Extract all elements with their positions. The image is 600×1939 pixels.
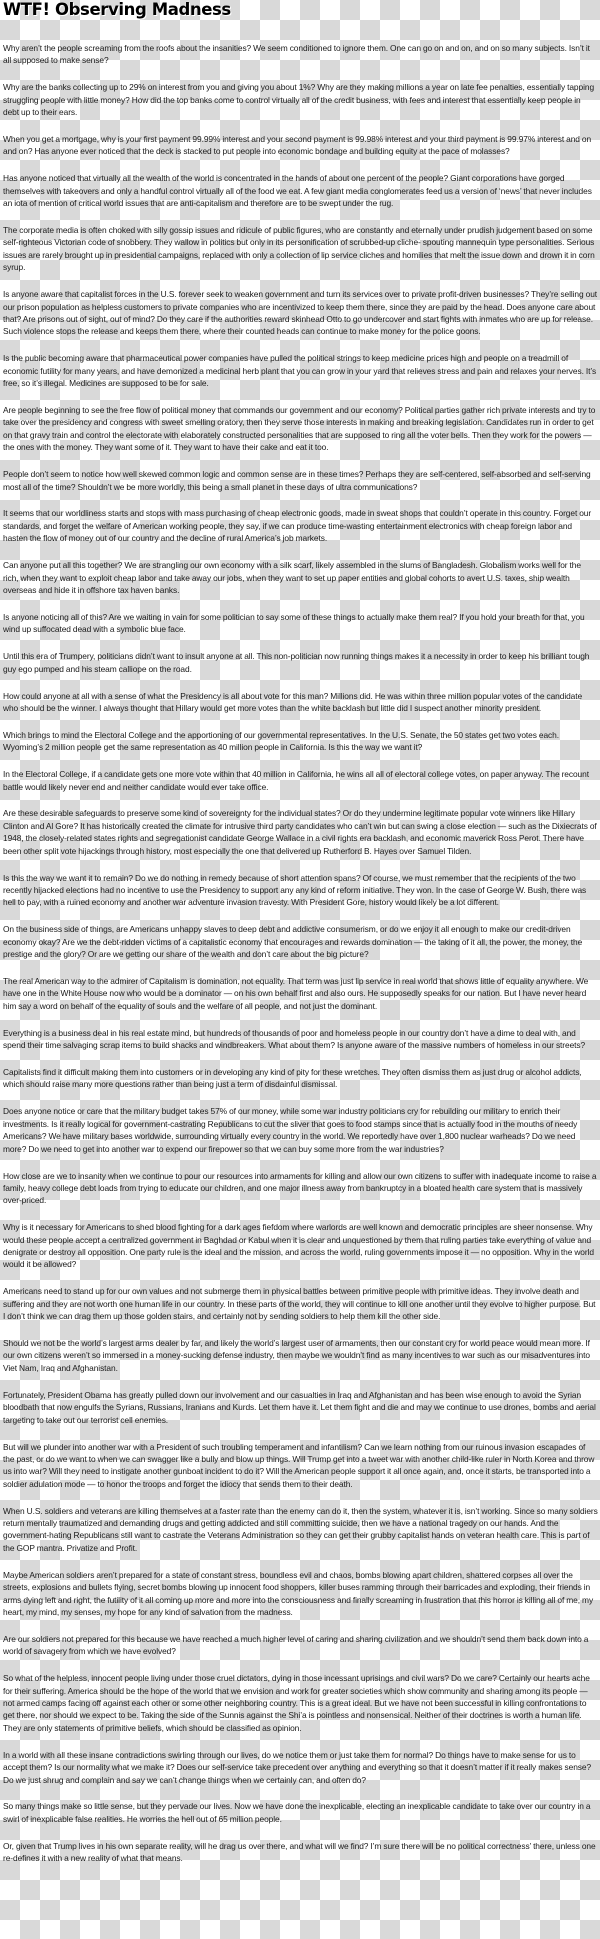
paragraph: So many things make so little sense, but they pervade our lives. Now we have done the inexplicable, electing an inexplicable candidate to take over our country in a swirl of inexplicable false realities. He worries the hell out of 65 million people.: [3, 1801, 591, 1824]
paragraph: It seems that our worldliness starts and stops with mass purchasing of cheap electronic goods, made in sweat shops that couldn’t operate in this country. Forget our standards, and forget the welfare of American working people, they say, if we can produce time-wasting entertainment electronics with cheap foreign labor and hasten the flow of money out of our country and the decline of rural America’s job markets.: [3, 508, 592, 544]
paragraph: Capitalists find it difficult making them into customers or in developing any kind of pity for these wretches. They often dismiss them as just drug or alcohol addicts, which should raise many more questions rather than being just a term of disdainful dismissal.: [3, 1067, 582, 1090]
paragraph: In a world with all these insane contradictions swirling through our lives, do we notice them or just take them for normal? Do things have to make sense for us to accept them? Is our normality what we make it? Does our self-service take precedent over anything and everything so that it doesn’t matter if it really makes sense? Do we just shrug and complain and say we can’t change things when we certainly can, and often do?: [3, 1749, 592, 1785]
paragraph: When U.S. soldiers and veterans are killing themselves at a faster rate than the enemy can do it, then the system, whatever it is, isn’t working. Since so many soldiers return mentally traumatized and demanding drugs and getting addicted and still committing suicide, then we have a national tragedy on our hands. And the government-hating Republicans still want to castrate the Veterans Administration so they can get their grubby capitalist hands on veteran health care. This is part of the GOP mantra. Privatize and Profit.: [3, 1505, 598, 1553]
paragraph: Everything is a business deal in his real estate mind, but hundreds of thousands of poor and homeless people in our country don’t have a dime to deal with, and spend their time salvaging scrap items to build shacks and windbreakers. What about them? Is anyone aware of the massive numbers of homeless in our streets?: [3, 1027, 586, 1051]
paragraph: Are these desirable safeguards to preserve some kind of sovereignty for the individual states? Or do they undermine legitimate popular vote winners like Hillary Clinton and Al Gore? It has historically created the climate for intrusive third party candidates who can’t win but can swing a close election — such as the Dixiecrats of 1948, the closely-related states rights and segregationist candidate George Wallace in a civil rights era backlash, and economic maverick Ross Perot. There have been other split vote hijackings through history, most especially the one that delivered up Rutherford B. Hayes over Samuel Tilden.: [3, 808, 597, 856]
paragraph: Is anyone noticing all of this? Are we waiting in vain for some politician to say some of these things to actually make them real? If you hold your breath for that, you wind up suffocated dead with a symbolic blue face.: [3, 611, 585, 635]
paragraph: The corporate media is often choked with silly gossip issues and ridicule of public figures, who are constantly and eternally under prudish judgement based on some self-righteous Victorian code of snobbery. They wallow in politics but only in its personification of scrubbed-up cliche- spouting mannequin type personalities. Serious issues are rarely brought up in presidential campaigns, replaced with only a collection of lip service cliches and homilies that melt the issue down and drown it in corn syrup.: [3, 225, 595, 273]
paragraph: Fortunately, President Obama has greatly pulled down our involvement and our casualties in Iraq and Afghanistan and has been wise enough to avoid the Syrian bloodbath that now engulfs the Syrians, Russians, Iranians and Kurds. Let them have it. Let them fight and die and may we continue to use drones, bombs and aerial targeting to take out our terrorist cell enemies.: [3, 1389, 596, 1425]
paragraph: When you get a mortgage, why is your first payment 99.99% interest and your second payment is 99.98% interest and your third payment is 99.97% interest and on and on? Has anyone ever noticed that the deck is stacked to put people into economic bondage and building equity at the pace of molasses?: [3, 134, 592, 157]
paragraph: But will we plunder into another war with a President of such troubling temperament and infantilism? Can we learn nothing from our ruinous invasion escapades of the past, or do we want to when we can swagger like a bully and blow up things. Will Trump get into a tweet war with another child-like ruler in North Korea and throw us into war? Will they need to instigate another gunboat incident to do it? Will the American people support it all once again, and, once it starts, be transported into a soldier adulation mode — to honor the troops and forget the idiocy that sends them to their death.: [3, 1441, 595, 1489]
paragraph: So what of the helpless, innocent people living under those cruel dictators, dying in those incessant uprisings and civil wars? Do we care? Certainly our hearts ache for their suffering. America should be the hope of the world that we envision and work for greater societies which show community and sharing among its people — not armed camps facing off against each other or some other neighboring country. This is a great ideal. But we have not been successful in killing confrontations to get there, nor should we expect to be. Taking the side of the Sunnis against the Shi’a is pointless and nonsensical. Neither of their doctrines is worth a human life. They are only statements of primitive beliefs, which should be classified as opinion.: [3, 1673, 590, 1733]
paragraph: The real American way to the admirer of Capitalism is domination, not equality. That term was just lip service in real world that shows little of equality anywhere. We have one in the White House now who would be a dominator — on his own behalf first and also ours. He supposedly speaks for our nation. But I have never heard him say a word on behalf of the equality of souls and the welfare of all people, and not just the dominant.: [3, 976, 589, 1011]
page-title: WTF! Observing Madness: [3, 0, 231, 19]
paragraph: Is the public becoming aware that pharmaceutical power companies have pulled the political strings to keep medicine prices high and people on a treadmill of economic futility for many years, and have demonized a medicinal herb plant that you can grow in your yard that relieves stress and pain and relaxes your nerves. It’s free, so it’s illegal. Medicines are supposed to be for sale.: [3, 353, 597, 389]
paragraph: How could anyone at all with a sense of what the Presidency is all about vote for this man? Millions did. He was within three million popular votes of the candidate who should be the winner. I always thought that Hillary would get more votes than the white backlash but little did I suspect another minority president.: [3, 690, 583, 713]
paragraph: Are our soldiers not prepared for this because we have reached a much higher level of caring and sharing civilization and we shouldn’t send them back down into a world of savagery from which we have evolved?: [3, 1633, 589, 1657]
paragraph: Has anyone noticed that virtually all the wealth of the world is concentrated in the hands of about one percent of the people? Giant corporations have gorged themselves with takeovers and only a handful control virtually all of the food we eat. A few giant media conglomerates feed us a version of ‘news’ that never includes an iota of mention of critical world issues that are anti-capitalism and therefore are to be swept under the rug.: [3, 173, 592, 209]
article-body: [3, 42, 598, 1939]
paragraph: Why is it necessary for Americans to shed blood fighting for a dark ages fiefdom where warlords are well known and democratic principles are sheer nonsense. Why would these people accept a centralized government in Baghdad or Kabul when it is clear and unquestioned by them that ruling parties take everything of value and denigrate or destroy all opposition. One party rule is the ideal and the mission, and across the world, ruling governments impose it — no opposition. Why in the world would it be allowed?: [3, 1222, 594, 1270]
paragraph: Which brings to mind the Electoral College and the apportioning of our governmental representatives. In the U.S. Senate, the 50 states get two votes each. Wyoming’s 2 million people get the same representation as 40 million people in California. Is this the way we want it?: [3, 729, 559, 753]
paragraph: Maybe American soldiers aren’t prepared for a state of constant stress, boundless evil and chaos, bombs blowing apart children, shattered corpses all over the streets, explosions and bullets flying, secret bombs blowing up innocent food shoppers, killer buses ramming through their barricades and exploding, their friends in arms dying left and right, the futility of it all coming up more and more into the consciousness and finally screaming in frustration that this horror is killing all of me, my heart, my mind, my senses, my hope for any kind of salvation from the madness.: [3, 1569, 594, 1617]
paragraph: How close are we to insanity when we continue to pour our resources into armaments for killing and allow our own citizens to suffer with inadequate income to raise a family, heavy college debt loads from trying to educate our children, and one major illness away from bankruptcy in a bloated health care system that is massively over-priced.: [3, 1170, 597, 1206]
paragraph: People don’t seem to notice how well skewed common logic and common sense are in these times? Perhaps they are self-centered, self-absorbed and self-serving most all of the time? Shouldn’t we be more worldly, this being a small planet in these days of ultra communications?: [3, 469, 591, 492]
paragraph: Why are the banks collecting up to 29% on interest from you and giving you about 1%? Why are they making millions a year on late fee penalties, essentially tapping struggling people with little money? How did the top banks come to control virtually all of the credit business, with fees and interest that essentially keep people in debt up to their ears.: [3, 82, 595, 118]
paragraph: Should we not be the world’s largest arms dealer by far, and likely the world’s largest user of armaments, then our constant cry for world peace would mean more. If our own citizens weren’t so immersed in a money-sucking defense industry, then maybe we wouldn’t find as many incentives to war such as our misadventures into Viet Nam, Iraq and Afghanistan.: [3, 1338, 590, 1373]
paragraph: Until this era of Trumpery, politicians didn’t want to insult anyone at all. This non-politician now running things makes it a necessity in order to keep his brilliant tough guy ego pumped and his steam calliope on the road.: [3, 651, 590, 674]
paragraph: Americans need to stand up for our own values and not submerge them in physical battles between primitive people with primitive ideas. They involve death and suffering and they are not worth one human life in our country. In these parts of the world, they will continue to kill one another until they evolve to higher purpose. But I don’t think we can drag them up those golden stairs, and certainly not by sending soldiers to help them kill the other side.: [3, 1286, 596, 1322]
paragraph: In the Electoral College, if a candidate gets one more vote within that 40 million in California, he wins all all of electoral college votes, on paper anyway. The recount battle would likely never end and neither candidate would ever take office.: [3, 769, 589, 792]
paragraph: Is this the way we want it to remain? Do we do nothing in remedy because of short attention spans? Of course, we must remember that the recipients of the two recently hijacked elections had no incentive to use the Presidency to support any any kind of reform initiative. They won. In the case of George W. Bush, there was hell to pay, with a ruined economy and another war adventure invasion travesty. With President Gore, history would likely be a lot different.: [3, 872, 587, 908]
paragraph: Does anyone notice or care that the military budget takes 57% of our money, while some war industry politicians cry for rebuilding our military to enrich their investments. Is it really logical for government-castrating Republicans to cut the sliver that goes to food stamps since that is actually food in the mouths of needy Americans? We have military bases worldwide, surrounding virtually every country in the world. We reportedly have over 1,800 nuclear warheads? Do we need more? Do we need to get into another war to expend our firepower so that we can buy some more from the war industries?: [3, 1106, 578, 1154]
paragraph: On the business side of things, are Americans unhappy slaves to deep debt and addictive consumerism, or do we enjoy it all enough to make our credit-driven economy okay? Are we the debt-ridden victims of a capitalistic economy that encourages and rewards domination — the taking of it all, the power, the money, the prestige and the glory? Or are we getting our share of the wealth and don’t care about the big picture?: [3, 924, 583, 960]
paragraph: Why aren’t the people screaming from the roofs about the insanities? We seem conditioned to ignore them. One can go on and on, and on so many subjects. Isn’t it all supposed to make sense?: [3, 43, 590, 66]
paragraph: Or, given that Trump lives in his own separate reality, will he drag us over there, and what will we find? I’m sure there will be no political correctness’ there, unless one re-defines it with a new reality of what that means.: [3, 1840, 596, 1864]
paragraph: Are people beginning to see the free flow of political money that commands our government and our economy? Political parties gather rich private interests and try to take over the presidency and congress with sweet smelling oratory, then they serve those interests in making and breaking legislation. Candidates run in order to get on that gravy train and control the electorate with elaborately constructed personalities that are supposed to ring all the voter bells. Then they work for the powers — the ones with the money. They want some of it. They want to have their cake and eat it too.: [3, 405, 596, 453]
paragraph: Is anyone aware that capitalist forces in the U.S. forever seek to weaken government and turn its services over to private profit-driven businesses? They’re selling out our prison population as helpless customers to private companies who are incentivized to keep them there, since they are paid by the head. Does anyone care about that? Are prisons out of sight, out of mind? Do they care if the authorities reward skinhead Otto to go undercover and start fights with inmates who are up for release. Such violence stops the release and keeps them there, where their counted heads can continue to make money for the police goons.: [3, 289, 598, 337]
paragraph: Can anyone put all this together? We are strangling our own economy with a silk scarf, likely assembled in the slums of Bangladesh. Globalism works well for the rich, when they want to exploit cheap labor and take away our jobs, when they want to set up paper entities and global cohorts to avert U.S. taxes, ship wealth overseas and hide it in offshore tax haven banks.: [3, 560, 581, 595]
